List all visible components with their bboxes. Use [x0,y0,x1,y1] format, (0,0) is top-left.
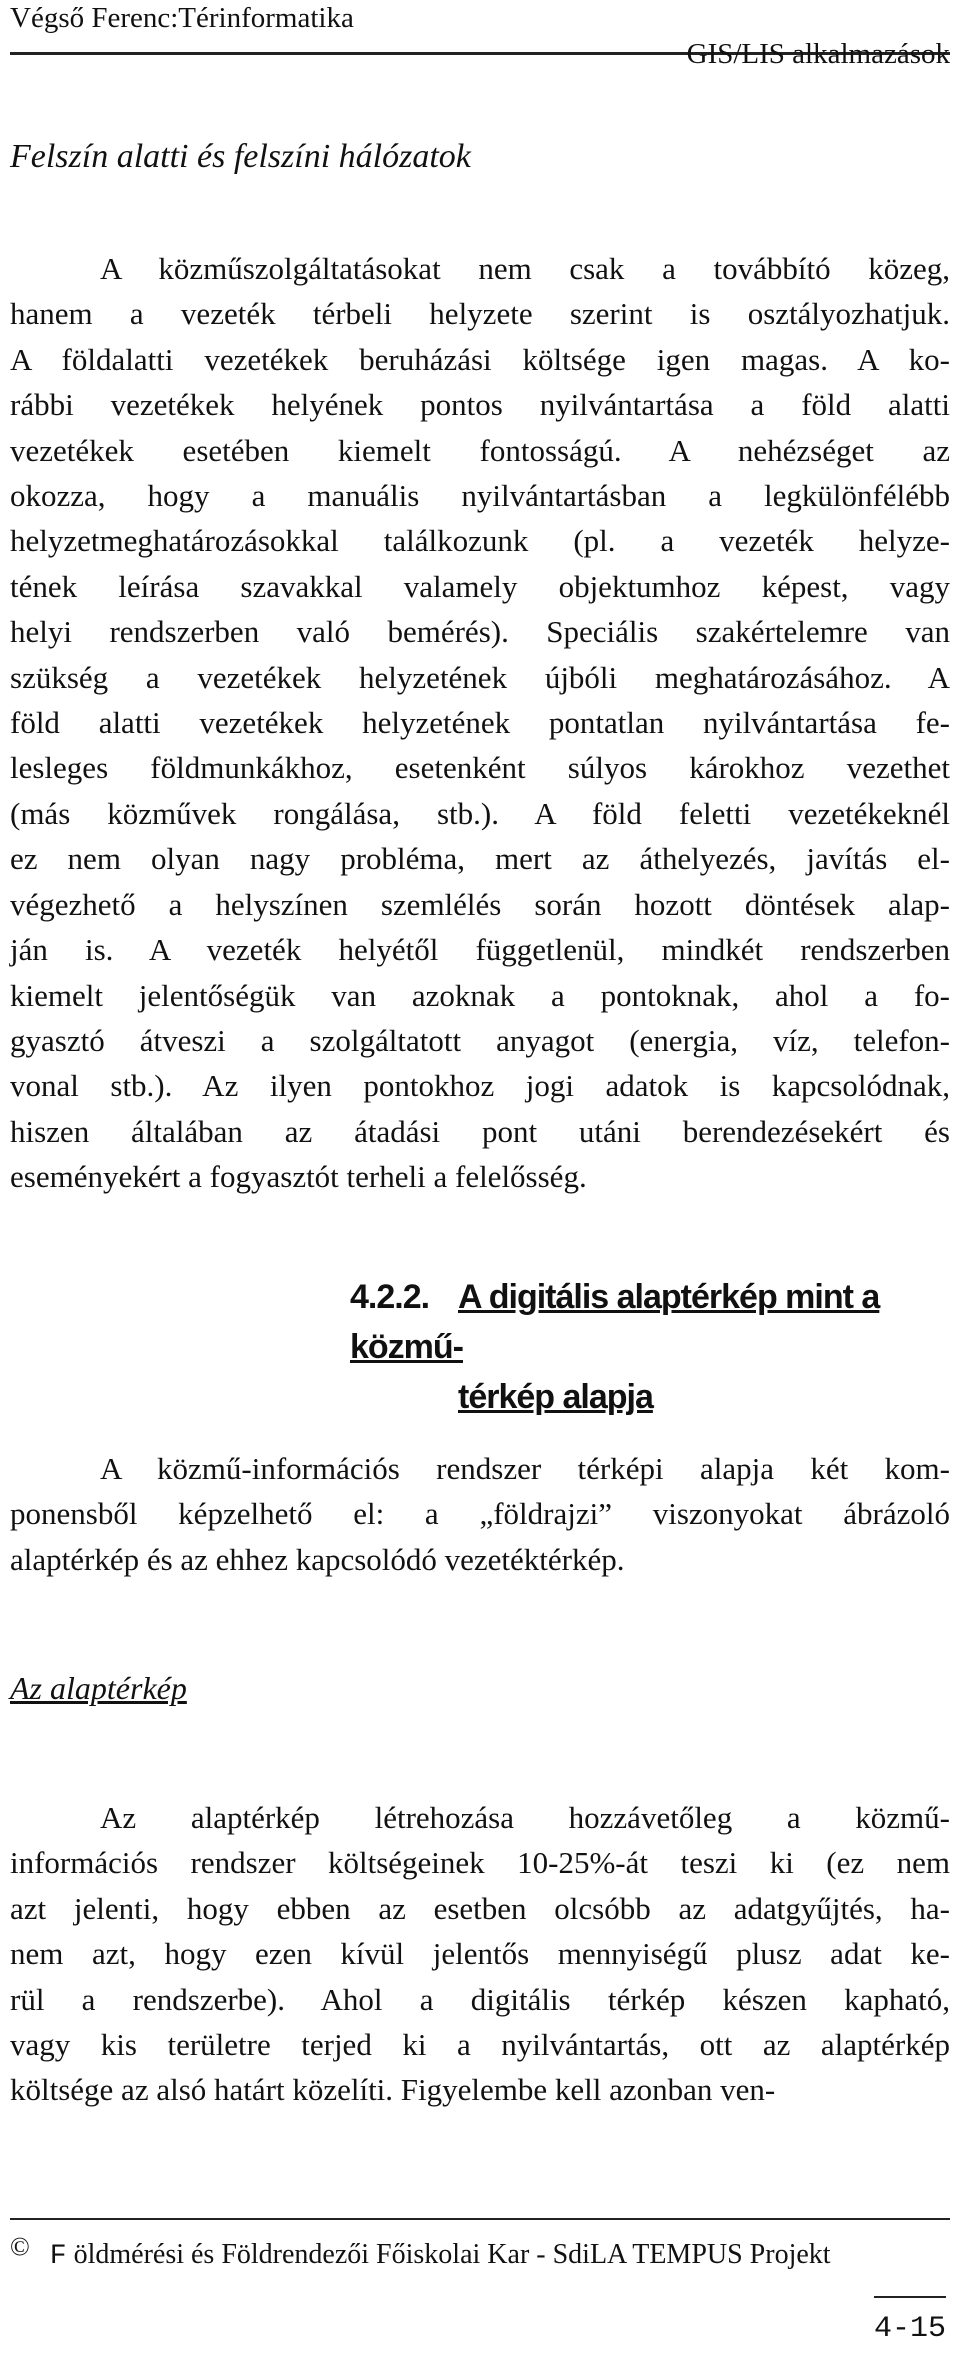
text-line: lesleges földmunkákhoz, esetenként súlyos károkhoz vezethet [10,750,950,786]
text-line: rül a rendszerbe). Ahol a digitális térkép készen kapható, [10,1981,950,2017]
text-line: föld alatti vezetékek helyzetének pontatlan nyilvántartása fe- [10,705,950,741]
footer-institution: öldmérési és Földrendezői Főiskolai Kar - SdiLA TEMPUS Projekt [66,2239,831,2270]
text-line: A közmű-információs rendszer térképi alapja két kom- [100,1451,950,1486]
text-line: ján is. A vezeték helyétől függetlenül, mindkét rendszerben [10,932,950,968]
text-line: információs rendszer költségeinek 10-25%-át teszi ki (ez nem [10,1845,950,1881]
text-line: gyasztó átveszi a szolgáltatott anyagot (energia, víz, telefon- [10,1022,950,1058]
subsection-heading [350,1272,960,1422]
subsection-title-line-2: térkép alapja [458,1378,653,1416]
footer-credit [10,2232,831,2272]
italic-subheading: Az alaptérkép [10,1670,187,1706]
text-line: alaptérkép és az ehhez kapcsolódó vezetéktérkép. [10,1541,625,1577]
section-title: Felszín alatti és felszíni hálózatok [10,138,471,175]
header-chapter: GIS/LIS alkalmazások [686,38,950,70]
footer-initial: F [49,2241,67,2272]
text-line: azt jelenti, hogy ebben az esetben olcsóbb az adatgyűjtés, ha- [10,1890,950,1926]
text-line: tének leírása szavakkal valamely objektumhoz képest, vagy [10,568,950,604]
text-line: eseményekért a fogyasztót terheli a felelősség. [10,1159,587,1195]
text-line: vonal stb.). Az ilyen pontokhoz jogi adatok is kapcsolódnak, [10,1068,950,1104]
text-line: nem azt, hogy ezen kívül jelentős mennyiségű plusz adat ke- [10,1936,950,1972]
body-paragraph-2 [10,1446,950,1582]
text-line: rábbi vezetékek helyének pontos nyilvántartása a föld alatti [10,387,950,423]
copyright-symbol: © [10,2232,30,2261]
text-line: vezetékek esetében kiemelt fontosságú. A nehézséget az [10,432,950,468]
text-line: végezhető a helyszínen szemlélés során hozott döntések alap- [10,886,950,922]
subsection-title-line-1: A digitális alaptérkép mint a közmű- [350,1278,880,1366]
text-line: ez nem olyan nagy probléma, mert az áthelyezés, javítás el- [10,841,950,877]
text-line: ponensből képzelhető el: a „földrajzi” viszonyokat ábrázoló [10,1496,950,1532]
text-line: szükség a vezetékek helyzetének újbóli meghatározásához. A [10,659,950,695]
text-line: A közműszolgáltatásokat nem csak a továbbító közeg, [100,251,950,286]
text-line: helyzetmeghatározásokkal találkozunk (pl. a vezeték helyze- [10,523,950,559]
text-line: hiszen általában az átadási pont utáni berendezésekért és [10,1113,950,1149]
text-line: okozza, hogy a manuális nyilvántartásban a legkülönfélébb [10,478,950,514]
header-author-title: Végső Ferenc:Térinformatika [10,2,354,34]
footer-divider [10,2218,950,2220]
page-header [10,0,950,70]
body-paragraph-1 [10,246,950,1200]
body-paragraph-3 [10,1795,950,2113]
text-line: költsége az alsó határt közelíti. Figyelembe kell azonban ven- [10,2072,776,2108]
text-line: vagy kis területre terjed ki a nyilvántartás, ott az alaptérkép [10,2027,950,2063]
text-line: Az alaptérkép létrehozása hozzávetőleg a közmű- [100,1800,950,1835]
subsection-number: 4.2.2. [350,1278,430,1316]
page-number: 4-15 [874,2296,946,2346]
text-line: kiemelt jelentőségük van azoknak a pontoknak, ahol a fo- [10,977,950,1013]
text-line: (más közművek rongálása, stb.). A föld feletti vezetékeknél [10,795,950,831]
text-line: helyi rendszerben való bemérés). Speciális szakértelemre van [10,614,950,650]
text-line: hanem a vezeték térbeli helyzete szerint is osztályozhatjuk. [10,296,950,332]
text-line: A földalatti vezetékek beruházási költsége igen magas. A ko- [10,341,950,377]
